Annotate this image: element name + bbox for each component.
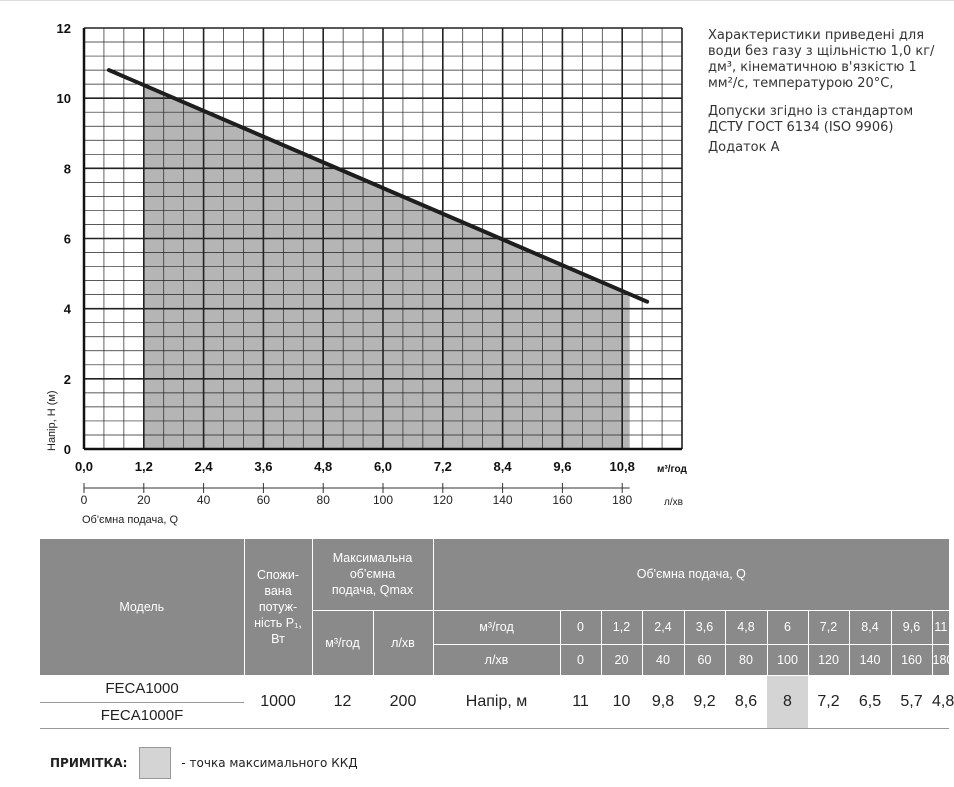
qmax-lmin-value: 200 (373, 675, 433, 728)
x-tick-label: 6,0 (373, 459, 393, 474)
x-unit-bottom: л/хв (664, 497, 683, 508)
flow-m3-cell: 1,2 (601, 610, 642, 644)
x-tick-label: 8,4 (493, 459, 512, 474)
x-unit-top: м³/год (657, 464, 687, 475)
shaded-area (144, 85, 630, 449)
header-qmax-lmin: л/хв (373, 610, 433, 675)
legend-note-text: - точка максимального ККД (181, 756, 358, 770)
flow-lmin-cell: 80 (725, 644, 767, 675)
flow-m3-cell: 6 (767, 610, 808, 644)
x2-tick-label: 180 (612, 493, 633, 507)
y-tick-label: 8 (63, 161, 71, 177)
head-cell: 4,8 (932, 675, 949, 728)
flow-lmin-cell: 40 (642, 644, 684, 675)
legend-note-label: ПРИМІТКА: (50, 756, 128, 770)
x-tick-label: 0,0 (74, 459, 94, 474)
flow-lmin-cell: 160 (891, 644, 932, 675)
head-cell: 5,7 (891, 675, 932, 728)
flow-lmin-cell: 180 (932, 644, 949, 675)
header-flow: Об'ємна подача, Q (433, 539, 949, 610)
y-tick-label: 10 (56, 91, 71, 107)
flow-lmin-cell: 0 (560, 644, 601, 675)
head-cell: 9,8 (642, 675, 684, 728)
y-tick-label: 6 (63, 231, 71, 247)
pump-curve-chart (0, 0, 700, 535)
specification-table (40, 539, 954, 729)
flow-m3-cell: 2,4 (642, 610, 684, 644)
power-value: 1000 (244, 675, 312, 728)
x2-tick-label: 120 (432, 493, 453, 507)
model-name: FECA1000F (40, 702, 244, 728)
y-tick-label: 12 (56, 21, 71, 36)
x-tick-label: 9,6 (553, 459, 572, 474)
y-tick-label: 0 (63, 442, 71, 457)
x-tick-label: 2,4 (194, 459, 213, 474)
legend-note (50, 746, 358, 780)
flow-lmin-cell: 100 (767, 644, 808, 675)
y-axis-title: Напір, Н (м) (46, 390, 58, 451)
legend-swatch (139, 747, 171, 779)
x-tick-label: 3,6 (254, 459, 273, 474)
x-tick-label: 10,8 (609, 459, 635, 474)
x2-tick-label: 40 (196, 493, 211, 507)
conditions-note (708, 28, 948, 168)
flow-m3-cell: 3,6 (684, 610, 725, 644)
x2-tick-label: 140 (492, 493, 513, 507)
flow-lmin-cell: 140 (849, 644, 891, 675)
head-cell: 6,5 (849, 675, 891, 728)
flow-lmin-cell: 60 (684, 644, 725, 675)
head-cell: 10 (601, 675, 642, 728)
head-cell-max-efficiency: 8 (767, 675, 808, 728)
flow-m3-cell: 11 (932, 610, 949, 644)
row-label-lmin: л/хв (433, 644, 560, 675)
x-axis-title: Об'ємна подача, Q (82, 514, 179, 526)
head-cell: 9,2 (684, 675, 725, 728)
head-row-label: Напір, м (433, 675, 560, 728)
flow-m3-cell: 0 (560, 610, 601, 644)
conditions-text: Характеристики приведені для води без газу з щільністю 1,0 кг/дм³, кінематичною в'язкістю 1 мм²/с, температурою 20°С, (708, 28, 935, 91)
appendix-text: Додаток А (708, 140, 780, 155)
header-model: Модель (40, 539, 244, 675)
y-tick-label: 2 (63, 371, 71, 387)
x2-tick-label: 100 (372, 493, 394, 507)
header-qmax: Максимальна об'ємна подача, Qmax (312, 539, 433, 610)
head-cell: 7,2 (808, 675, 849, 728)
x2-tick-label: 20 (137, 493, 151, 507)
flow-m3-cell: 7,2 (808, 610, 849, 644)
flow-m3-cell: 4,8 (725, 610, 767, 644)
tolerance-text: Допуски згідно із стандартом ДСТУ ГОСТ 6134 (ISO 9906) (708, 104, 914, 135)
x2-tick-label: 80 (316, 493, 330, 507)
x2-tick-label: 0 (80, 493, 88, 507)
x-tick-label: 1,2 (134, 459, 153, 474)
model-name: FECA1000 (40, 675, 244, 702)
flow-m3-cell: 9,6 (891, 610, 932, 644)
x2-tick-label: 60 (256, 493, 271, 507)
qmax-m3-value: 12 (312, 675, 373, 728)
flow-lmin-cell: 120 (808, 644, 849, 675)
head-cell: 8,6 (725, 675, 767, 728)
header-qmax-m3: м³/год (312, 610, 373, 675)
flow-lmin-cell: 20 (601, 644, 642, 675)
flow-m3-cell: 8,4 (849, 610, 891, 644)
x-tick-label: 7,2 (433, 459, 452, 474)
x-tick-label: 4,8 (314, 459, 333, 474)
row-label-m3: м³/год (433, 610, 560, 644)
y-tick-label: 4 (63, 301, 71, 317)
x2-tick-label: 160 (552, 493, 573, 507)
head-cell: 11 (560, 675, 601, 728)
header-power: Спожи-вана потуж-ність P₁, Вт (244, 539, 312, 675)
